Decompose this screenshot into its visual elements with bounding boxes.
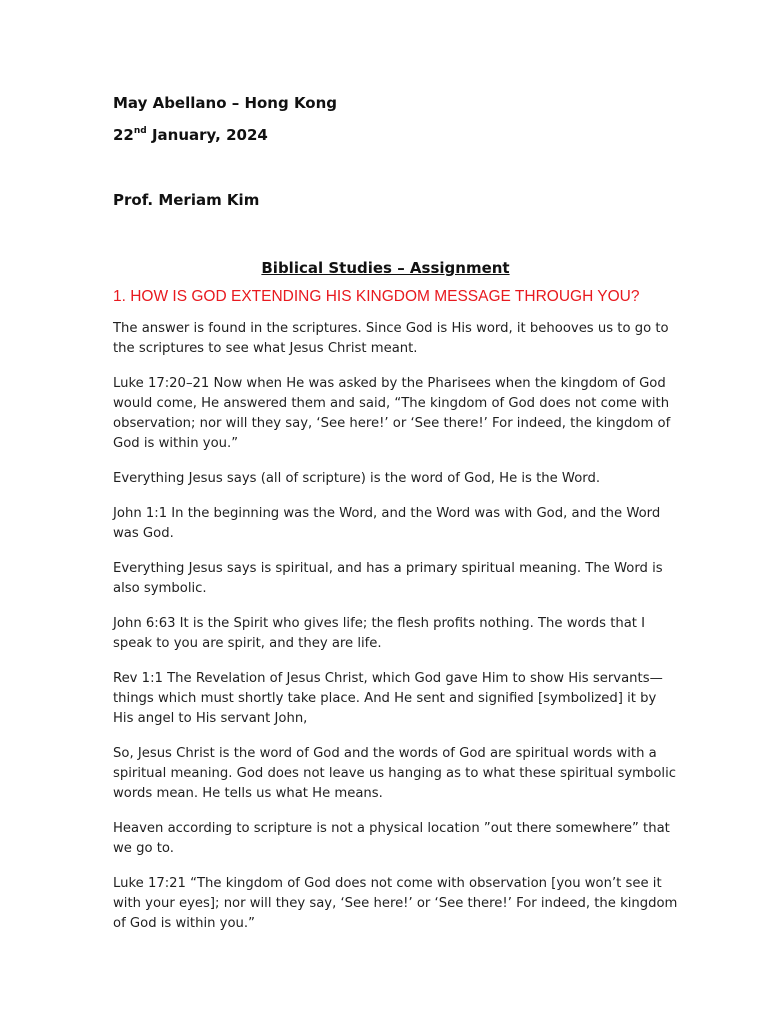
paragraph — [113, 504, 661, 544]
paragraph-line: of God is within you.” — [113, 916, 255, 931]
paragraph-line: The answer is found in the scriptures. Since God is His word, it behooves us to go to — [113, 321, 669, 336]
paragraph-line: we go to. — [113, 841, 174, 856]
paragraph-line: His angel to His servant John, — [113, 711, 308, 726]
date-suffix: nd — [133, 126, 147, 136]
paragraph-line: also symbolic. — [113, 581, 207, 596]
paragraph-line: spiritual meaning. God does not leave us hanging as to what these spiritual symbolic — [113, 766, 677, 781]
paragraph-line: observation; nor will they say, ‘See here!’ or ‘See there!’ For indeed, the kingdom of — [113, 416, 671, 431]
paragraph — [113, 559, 663, 599]
paragraph — [113, 469, 658, 489]
paragraph-line: John 1:1 In the beginning was the Word, and the Word was with God, and the Word — [113, 506, 661, 521]
paragraph-line: with your eyes]; nor will they say, ‘See here!’ or ‘See there!’ For indeed, the kingdom — [113, 896, 678, 911]
paragraph-line: speak to you are spirit, and they are life. — [113, 636, 382, 651]
paragraph-line: things which must shortly take place. And He sent and signified [symbolized] it by — [113, 691, 657, 706]
paragraph-line: God is within you.” — [113, 436, 239, 451]
question-heading: 1. HOW IS GOD EXTENDING HIS KINGDOM MESSAGE THROUGH YOU? — [113, 288, 640, 305]
paragraph — [113, 374, 671, 454]
paragraph-line: John 6:63 It is the Spirit who gives life; the flesh profits nothing. The words that I — [113, 616, 646, 631]
paragraph-line: words mean. He tells us what He means. — [113, 786, 383, 801]
paragraph-line: Everything Jesus says (all of scripture) is the word of God, He is the Word. — [113, 471, 601, 486]
professor-line: Prof. Meriam Kim — [113, 191, 260, 209]
paragraph-line: So, Jesus Christ is the word of God and the words of God are spiritual words with a — [113, 746, 657, 761]
date-line — [113, 124, 658, 146]
paragraph-line: would come, He answered them and said, “The kingdom of God does not come with — [113, 396, 670, 411]
paragraph-line: Everything Jesus says is spiritual, and has a primary spiritual meaning. The Word is — [113, 561, 663, 576]
paragraph — [113, 744, 677, 804]
paragraph — [113, 819, 670, 859]
paragraph-line: Heaven according to scripture is not a physical location ”out there somewhere” that — [113, 821, 670, 836]
paragraph — [113, 614, 658, 654]
paragraph — [113, 669, 663, 729]
body-text — [113, 319, 678, 934]
date-day: 22 — [113, 126, 134, 144]
paragraph-line: the scriptures to see what Jesus Christ meant. — [113, 341, 418, 356]
document-page — [113, 92, 678, 934]
paragraph-line: Luke 17:20–21 Now when He was asked by the Pharisees when the kingdom of God — [113, 376, 666, 391]
paragraph-line: Luke 17:21 “The kingdom of God does not come with observation [you won’t see it — [113, 876, 662, 891]
paragraph — [113, 874, 678, 934]
paragraph — [113, 319, 669, 359]
date-rest: January, 2024 — [146, 126, 268, 144]
paragraph-line: was God. — [113, 526, 174, 541]
document-title: Biblical Studies – Assignment — [261, 259, 510, 277]
paragraph-line: Rev 1:1 The Revelation of Jesus Christ, which God gave Him to show His servants— — [113, 671, 663, 686]
author-line: May Abellano – Hong Kong — [113, 94, 338, 112]
